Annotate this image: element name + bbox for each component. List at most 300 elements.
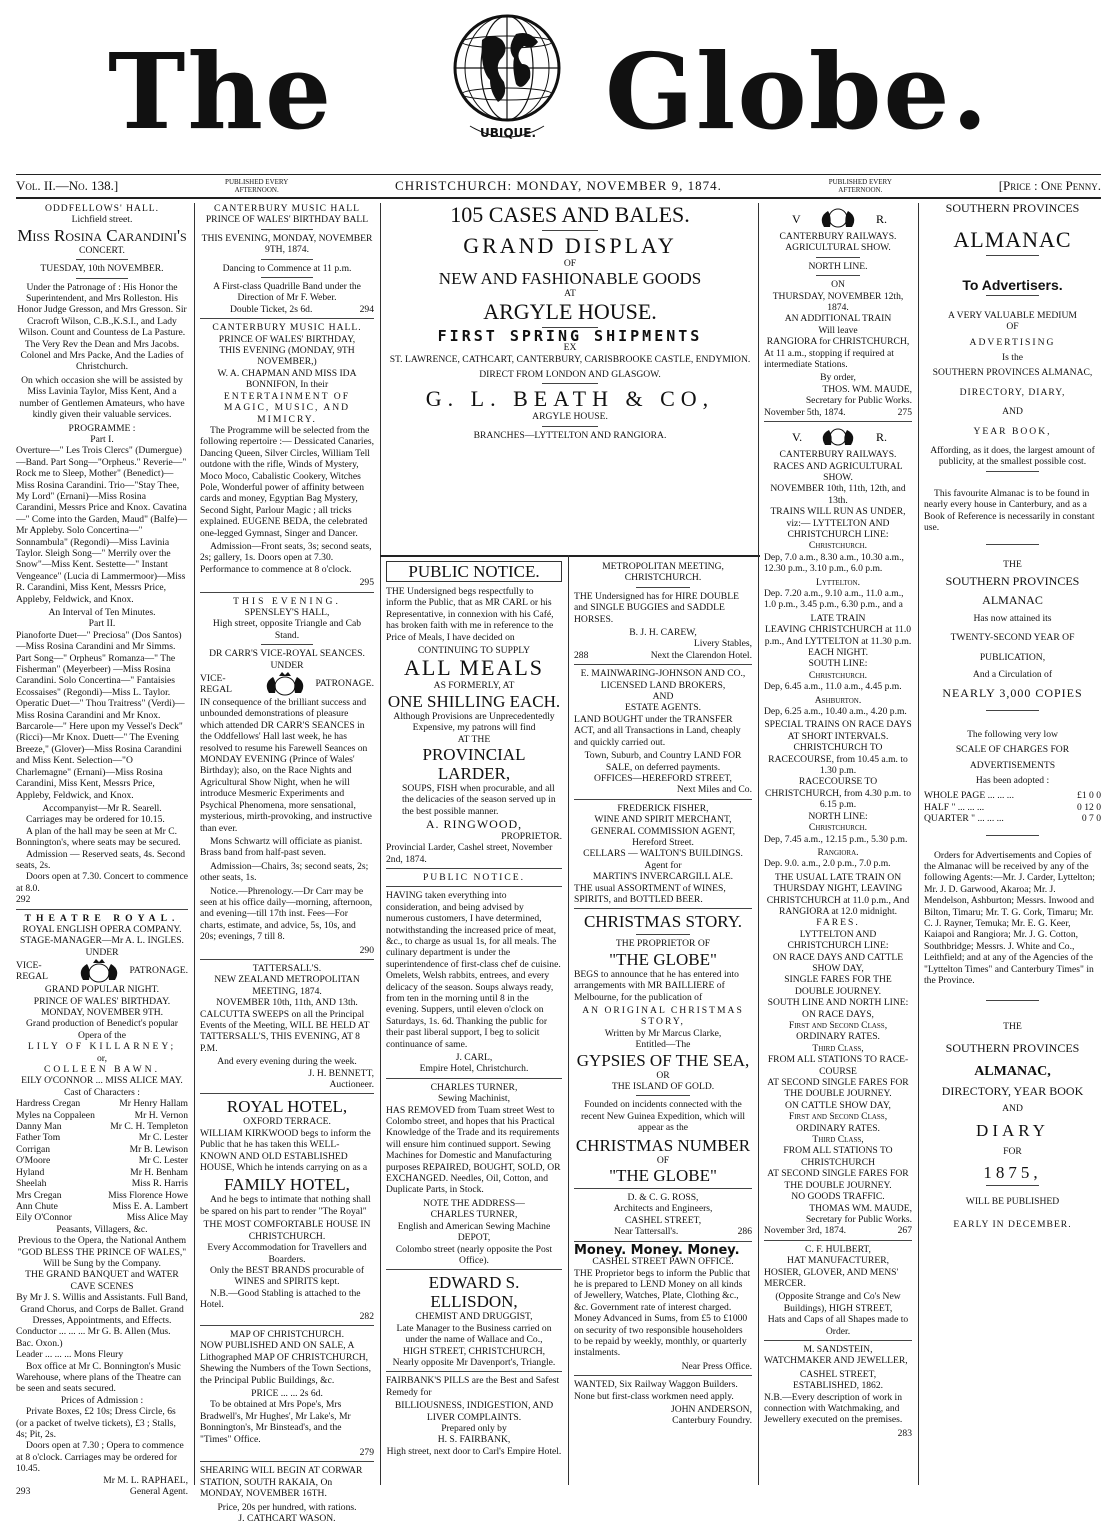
proprietor-label: PROPRIETOR.: [501, 830, 562, 842]
carew-name: B. J. H. CAREW,: [629, 627, 697, 639]
maude-title: Secretary for Public Works.: [805, 395, 912, 407]
notice-date-2: November 3rd, 1874.: [764, 1225, 847, 1237]
station-label: Ashburton.: [814, 694, 862, 706]
kirkwood-body: WILLIAM KIRKWOOD begs to inform the Public that he has taken this WELL-KNOWN AND OLD ESTABLISHED HOUSE, Which he intends carrying on as a: [200, 1127, 371, 1174]
each-night: EACH NIGHT.: [807, 647, 869, 658]
watchmaker: WATCHMAKER AND JEWELLER,: [764, 1355, 908, 1367]
or-label: or,: [96, 1052, 107, 1064]
station-label: Lyttelton.: [815, 576, 861, 588]
from-stations: FROM ALL STATIONS TO RACE-COURSE: [767, 1054, 909, 1077]
svg-text:V.: V.: [792, 430, 803, 445]
wason-name: J. CATHCART WASON.: [238, 1513, 336, 1524]
second-fares: AT SECOND SINGLE FARES FOR THE DOUBLE JOURNEY.: [767, 1077, 909, 1100]
new-goods: NEW AND FASHIONABLE GOODS: [438, 269, 702, 289]
circulation-line: And a Circulation of: [972, 668, 1053, 680]
spa-title-2: SOUTHERN PROVINCES: [945, 573, 1080, 588]
ad-number: 288: [574, 649, 589, 661]
charge-row: [924, 790, 1101, 801]
music-hall-heading-2: CANTERBURY MUSIC HALL.: [212, 322, 362, 334]
royal-crest-icon: [788, 205, 888, 229]
column-2: [200, 203, 374, 1524]
public-notice-2: PUBLIC NOTICE.: [422, 871, 526, 883]
carr-body: IN consequence of the brilliant success and unbounded demonstrations of pleasure which attended DR CARR'S SEANCES in the Oddfellows' Hall last week, he has resolved to resume his Farewell Seances on MONDAY EVENING (Prince of Wales' Birthday); also, on the Race Nights and Agricultural Show Night, when he will introduce Mesmeric Experiments and Psychical Phenomena, more sensational, mysterious, mirth-provoking, and instructive than ever.: [200, 697, 372, 834]
christmas-story: CHRISTMAS STORY.: [583, 912, 743, 932]
on-label: ON: [831, 279, 845, 291]
one-shilling: ONE SHILLING EACH.: [387, 691, 561, 711]
cattle-show-day: ON CATTLE SHOW DAY,: [785, 1099, 891, 1111]
will-leave: Will leave: [818, 324, 858, 336]
trains-line: TRAINS WILL RUN AS UNDER, viz:— LYTTELTON AND CHRISTCHURCH LINE:: [770, 506, 906, 540]
carew-body: THE Undersigned has for HIRE DOUBLE and SINGLE BUGGIES and SADDLE HORSES.: [574, 590, 739, 625]
royal-hotel-title: ROYAL HOTEL,: [226, 1097, 348, 1117]
royal-crest-icon: [788, 425, 888, 447]
cast-actor: Mr Henry Hallam: [119, 1098, 188, 1110]
nearly-copies: NEARLY 3,000 COPIES: [942, 686, 1083, 701]
south-line: SOUTH LINE:: [808, 658, 868, 670]
station-label: Christchurch.: [808, 540, 868, 552]
established: ESTABLISHED, 1862.: [792, 1380, 884, 1392]
cast-role: Sheelah: [16, 1178, 47, 1190]
fares-heading: FARES.: [816, 917, 860, 929]
entertainment-admission: Admission—Front seats, 3s; second seats, 2s; gallery, 1s. Doors open at 7.30. Performance to commence at 8 o'clock.: [200, 540, 372, 575]
leaving-line: LEAVING CHRISTCHURCH at 11.0 p.m., And LYTTELTON at 11.30 p.m.: [764, 624, 912, 647]
cast-actor: Miss Alice May: [126, 1212, 188, 1224]
public-notice-heading: PUBLIC NOTICE.: [386, 561, 562, 582]
cases-heading: 105 CASES AND BALES.: [450, 202, 690, 227]
venue-heading: ODDFELLOWS' HALL.: [44, 203, 160, 214]
directory-year-book: DIRECTORY, YEAR BOOK: [941, 1083, 1084, 1098]
cast-role: Hyland: [16, 1166, 45, 1178]
public-notice-body: THE Undersigned begs respectfully to inform the Public, that as MR CARL or his Representative, in connexion with his Café, has broken faith with me in reference to the Price of Meals, I have decided on: [386, 586, 554, 643]
vice-regal-label: VICE-REGAL: [200, 672, 232, 696]
spensley-address: High street, opposite Triangle and Cab Stand.: [212, 618, 362, 641]
turner-name: CHARLES TURNER,: [430, 1081, 518, 1093]
argyle-house-ad: [386, 203, 754, 553]
carr-seances: DR CARR'S VICE-ROYAL SEANCES.: [209, 648, 365, 660]
cast-role: Myles na Coppaleen: [16, 1109, 95, 1121]
although-line: Although Provisions are Unprecedentedly Expensive, my patrons will find: [393, 710, 555, 734]
cast-role: Father Tom: [16, 1132, 61, 1144]
at-the-line: AT THE: [457, 733, 491, 745]
ringwood-name: A. RINGWOOD,: [425, 817, 523, 832]
music-hall-heading: CANTERBURY MUSIC HALL: [214, 203, 360, 214]
theatre-heading: THEATRE ROYAL.: [24, 912, 180, 924]
dateline: [16, 174, 1101, 199]
note-address: NOTE THE ADDRESS—: [423, 1197, 525, 1209]
direct-from: DIRECT FROM LONDON AND GLASGOW.: [479, 369, 661, 381]
bilious-line: BILLIOUSNESS, INDIGESTION, AND LIVER COMPLAINTS.: [394, 1400, 554, 1423]
page-columns: [16, 201, 1101, 1524]
charges-table: [924, 790, 1101, 824]
opera-title: LILY OF KILLARNEY;: [27, 1041, 177, 1053]
brands: Only the BEST BRANDS procurable of WINES and SPIRITS kept.: [209, 1264, 365, 1288]
shearing-price: Price, 20s per hundred, with rations.: [217, 1501, 357, 1513]
cast-role: Ann Chute: [16, 1200, 58, 1212]
cast-row: [16, 1110, 188, 1121]
affording-line: Affording, as it does, the largest amount of publicity, at the smallest possible cost.: [930, 445, 1095, 468]
map-price: PRICE ... ... 2s 6d.: [251, 1387, 323, 1399]
ross-name: D. & C. G. ROSS,: [627, 1192, 699, 1204]
part2-heading: Part II.: [88, 618, 116, 630]
family-hotel-title: FAMILY HOTEL,: [224, 1175, 350, 1195]
ad-number: 295: [359, 577, 374, 589]
concert-subtitle: CONCERT.: [79, 244, 125, 256]
cast-role: Eily O'Connor: [16, 1212, 72, 1224]
column-1: [16, 203, 188, 1498]
auctioneer-name: J. H. BENNETT,: [308, 1067, 374, 1079]
ad-number: 279: [359, 1447, 374, 1458]
plan-note: A plan of the hall may be seen at Mr C. Bonnington's, where seats may be secured.: [16, 825, 181, 849]
ellisdon-name: EDWARD S. ELLISDON,: [428, 1273, 520, 1312]
ale-line: MARTIN'S INVERCARGILL ALE.: [592, 871, 734, 883]
stage-manager: STAGE-MANAGER—Mr A. L. INGLES.: [20, 935, 184, 947]
concert-title: Miss Rosina Carandini's: [17, 225, 187, 245]
departures-3: Dep, 6.45 a.m., 11.0 a.m., 4.45 p.m.: [764, 681, 902, 693]
special-trains: SPECIAL TRAINS ON RACE DAYS AT SHORT INTERVALS.: [764, 719, 912, 742]
charge-price: 0 7 0: [1081, 813, 1101, 825]
auctioneer-title: Auctioneer.: [329, 1079, 374, 1091]
entertainment-body: The Programme will be selected from the following repertoire :— Dessicated Canaries, Dancing Queen, Silver Circles, William Tell outdone with the rifle, Winds of Mystery, Moco Moco, Cabalistic Cookery, Witches Pole, Wonderful power of affinity between cards and money, Egyptian Bag Mystery, Second Sight, Parlour Magic ; all tricks explained. EUGENE BEDA, the celebrated one-legged Gymnast, Singer and Dancer.: [200, 424, 374, 539]
ship-names: ST. LAWRENCE, CATHCART, CANTERBURY, CARISBROOKE CASTLE, ENDYMION.: [389, 353, 751, 365]
ad-number: 290: [359, 944, 374, 956]
beath-name: G. L. BEATH & CO,: [425, 386, 715, 412]
concert-date: TUESDAY, 10th NOVEMBER.: [40, 263, 164, 275]
ad-number: 267: [897, 1225, 912, 1237]
vice-regal-row: [200, 671, 374, 697]
royal-crest-icon: [69, 958, 129, 984]
advertisements-line: ADVERTISEMENTS: [969, 759, 1056, 771]
to-advertisers: To Advertisers.: [962, 277, 1063, 294]
late-train: LATE TRAIN: [810, 612, 866, 624]
larder-title: PROVINCIAL LARDER,: [422, 745, 526, 784]
agricultural-show: AGRICULTURAL SHOW.: [785, 242, 891, 254]
fairbank-address: High street, next door to Carl's Empire Hotel.: [386, 1445, 562, 1457]
high-street: HIGH STREET, CHRISTCHURCH,: [402, 1345, 546, 1357]
cashel-street: CASHEL STREET,: [799, 1368, 877, 1380]
pianist-note: Mons Schwartz will officiate as pianist. Brass band from half-past seven.: [200, 835, 363, 859]
thursday-date: THURSDAY, NOVEMBER 12th, 1874.: [772, 290, 904, 314]
cast-role: Danny Man: [16, 1121, 62, 1133]
all-meals: ALL MEALS: [403, 655, 544, 681]
tattersall-heading: TATTERSALL'S.: [252, 962, 322, 974]
single-fares: SINGLE FARES FOR THE DOUBLE JOURNEY.: [784, 974, 892, 997]
diary-heading: DIARY: [976, 1120, 1049, 1140]
cast-list: [16, 1098, 188, 1223]
of-label: OF: [563, 258, 577, 269]
railways-heading-2: CANTERBURY RAILWAYS.: [779, 449, 897, 461]
sewing-depot: English and American Sewing Machine DEPOT,: [397, 1220, 551, 1244]
cellars-line: CELLARS — WALTON'S BUILDINGS.: [583, 848, 743, 860]
vice-regal-label: VICE-REGAL: [16, 959, 48, 983]
vice-regal-row: [16, 958, 188, 984]
interval-note: An Interval of Ten Minutes.: [48, 607, 156, 618]
offices-next: Next Miles and Co.: [676, 784, 752, 796]
opposite-line: (Opposite Strange and Co's New Buildings), HIGH STREET,: [775, 1291, 901, 1314]
nearly-opposite: Nearly opposite Mr Davenport's, Triangle.: [392, 1356, 556, 1368]
racecourse-to-chch: RACECOURSE TO CHRISTCHURCH, from 4.30 p.m. to 6.15 p.m.: [764, 776, 912, 811]
conductor-line: Conductor ... ... ... Mr G. B. Allen (Mus. Bac. Oxon.): [16, 1326, 171, 1349]
third-class-2: Third Class,: [812, 1134, 864, 1146]
favourite-line: This favourite Almanac is to be found in nearly every house in Canterbury, and as a Book of Reference is necessarily in constant use.: [924, 487, 1095, 534]
leader-line: Leader ... ... ... Mons Fleury: [16, 1349, 124, 1361]
ross-trade: Architects and Engineers,: [613, 1203, 713, 1215]
birthday-ball: PRINCE OF WALES' BIRTHDAY BALL: [205, 214, 369, 226]
founded-line: Founded on incidents connected with the recent New Guinea Expedition, which will appear as the: [580, 1099, 746, 1134]
charge-size: HALF " ... ... ...: [924, 801, 985, 813]
cast-row: [16, 1178, 188, 1189]
of-label: OF: [1006, 321, 1019, 333]
sandstein-name: M. SANDSTEIN,: [803, 1343, 873, 1355]
early-december: EARLY IN DECEMBER.: [953, 1219, 1072, 1231]
town-land: Town, Suburb, and Country LAND FOR SALE, on deferred payments.: [584, 750, 742, 773]
opera-subtitle: COLLEEN BAWN.: [43, 1064, 161, 1076]
svg-text:R.: R.: [876, 212, 888, 226]
spensley-hall: SPENSLEY'S HALL,: [244, 607, 330, 618]
map-obtain: To be obtained at Mrs Pope's, Mrs Bradwell's, Mr Hughes', Mr Lake's, Mr Bonnington's, Mr Binstead's, and the "Times" Office.: [200, 1399, 351, 1445]
colombo-address: Colombo street (nearly opposite the Post Office).: [395, 1243, 553, 1266]
races-show: RACES AND AGRICULTURAL SHOW.: [773, 460, 903, 483]
map-heading: MAP OF CHRISTCHURCH.: [230, 1328, 344, 1340]
nz-meeting: NEW ZEALAND METROPOLITAN MEETING, 1874.: [214, 974, 360, 997]
venue-street: Lichfield street.: [71, 214, 133, 226]
wanted-line: WANTED, Six Railway Waggon Builders. None but first-class workmen need apply.: [574, 1379, 738, 1402]
spa-title-3: SOUTHERN PROVINCES: [945, 1040, 1080, 1055]
publication-note-left: PUBLISHED EVERY AFTERNOON.: [225, 178, 289, 194]
scenes-line: By Mr J. S. Willis and Assistants. Full Band, Grand Chorus, and Corps de Ballet. Grand Dresses, Appointments, and Effects.: [16, 1292, 188, 1326]
of-label: OF: [656, 1154, 670, 1166]
phrenology-note: Notice.—Phrenology.—Dr Carr may be seen at his office daily—morning, afternoon, and evening—till 17th inst. Fees—For charts, estimate, and advice, 5s, 10s, and 20s; evenings, 7 till 8.: [200, 885, 373, 943]
cast-row: [16, 1167, 188, 1178]
ad-number: 286: [737, 1226, 752, 1238]
pawn-body: THE Proprietor begs to inform the Public that he is prepared to LEND Money on all kinds of Jewellery, Watches, Plate, Clothing &c., &c. Government rate of interest charged. Money Advanced in Sums, from £5 to £1000 on security of two responsible householders to be repaid by weekly, monthly, or quarterly instalments.: [574, 1267, 751, 1359]
city-date: CHRISTCHURCH: MONDAY, NOVEMBER 9, 1874.: [395, 178, 722, 193]
departures-6: Dep. 9.0. a.m., 2.0 p.m., 7.0 p.m.: [764, 858, 891, 870]
part1-heading: Part I.: [90, 433, 114, 445]
shearing-notice: SHEARING WILL BEGIN AT CORWAR STATION, SOUTH RAKAIA, On MONDAY, NOVEMBER 16TH.: [200, 1465, 363, 1500]
no-goods: NO GOODS TRAFFIC.: [791, 1191, 885, 1203]
publication-line: PUBLICATION,: [979, 651, 1046, 663]
monday-line: MONDAY, NOVEMBER 9TH.: [40, 1007, 164, 1018]
charge-size: WHOLE PAGE ... ... ...: [924, 790, 1014, 802]
almanac-2: ALMANAC: [982, 593, 1043, 608]
assisted-by: On which occasion she will be assisted by Miss Lavinia Taylor, Miss Kent, And a number of Gentlemen Amateurs, who have kindly given their valuable services.: [19, 374, 185, 421]
cast-row: [16, 1212, 188, 1223]
company-name: ROYAL ENGLISH OPERA COMPANY.: [22, 923, 182, 935]
agent-name: Mr M. L. RAPHAEL,: [103, 1474, 188, 1486]
and-label: AND: [652, 691, 674, 703]
christmas-number: CHRISTMAS NUMBER: [575, 1135, 751, 1155]
column-5: [764, 203, 912, 1485]
at-label: AT: [564, 288, 576, 300]
agent-title: General Agent.: [129, 1486, 188, 1498]
second-fares-2: AT SECOND SINGLE FARES FOR THE DOUBLE JOURNEY.: [767, 1168, 909, 1191]
every-evening: And every evening during the week.: [217, 1056, 357, 1068]
the-label: THE: [1003, 558, 1022, 570]
and-label: AND: [1002, 406, 1023, 418]
twenty-second: TWENTY-SECOND YEAR OF: [950, 632, 1075, 644]
charge-size: QUARTER " ... ... ...: [924, 813, 1004, 825]
eily-line: EILY O'CONNOR ... MISS ALICE MAY.: [21, 1075, 183, 1087]
anthem-line: Previous to the Opera, the National Anthem "GOD BLESS THE PRINCE OF WALES,": [17, 1235, 187, 1258]
clarendon-line: Next the Clarendon Hotel.: [650, 649, 752, 661]
public-notice-2-body: HAVING taken everything into consideration, and being advised by numerous customers, I have determined, notwithstanding the increased price of meat, &c., to charge as usual 1s, for all meals. The culinary department is under the superintendence of first-class chef de cuisine. Omelets, Welsh rabbits, entrees, and every delicacy of the season. Soups always ready, from ten in the morning until 8 in the evening. Suppers, until eleven o'clock on Saturdays, 1s. 6d. Thanking the public for their past liberal support, I beg to solicit continuance of same.: [386, 890, 561, 1050]
cast-actor: Mr C. H. Templeton: [110, 1121, 188, 1133]
prices-heading: Prices of Admission :: [60, 1394, 144, 1406]
adopted-line: Has been adopted :: [975, 774, 1050, 786]
notice-date: November 5th, 1874.: [764, 406, 846, 418]
accommodation: Every Accommodation for Travellers and Boarders.: [207, 1242, 367, 1265]
ad-number: 282: [359, 1310, 374, 1322]
cast-row: [16, 1155, 188, 1166]
opera-doors: Doors open at 7.30 ; Opera to commence at 8 o'clock. Carriages may be ordered for 10.45.: [16, 1440, 184, 1475]
hat-maker: HAT MANUFACTURER,: [787, 1255, 889, 1267]
column-4: [574, 561, 752, 1485]
money-heading: Money. Money. Money.: [574, 1242, 740, 1258]
chch-to-racecourse: CHRISTCHURCH TO RACECOURSE, from 10.45 a.m. to 1.30 p.m.: [768, 742, 908, 777]
the-label-2: THE: [1003, 1021, 1022, 1033]
ad-number: 294: [359, 303, 374, 315]
patronage-label: PATRONAGE.: [129, 965, 188, 977]
ball-date: THIS EVENING, MONDAY, NOVEMBER 9TH, 1874.: [201, 232, 373, 256]
turner-body: HAS REMOVED from Tuam street West to Colombo street, and hopes that his Practical Knowledge of the Trade and its requirements will ensure him continued support. Sewing Machines for Domestic and Manufacturing purposes REPAIRED, BOUGHT, SOLD, OR EXCHANGED. Needles, Oil, Cotton, and Duplicate Parts, in Stock.: [386, 1104, 561, 1196]
stabling: N.B.—Good Stabling is attached to the Hotel.: [200, 1287, 361, 1311]
late-manager: Late Manager to the Business carried on under the name of Wallace and Co.,: [396, 1322, 552, 1346]
station-label: Rangiora.: [817, 846, 859, 858]
dancing-time: Dancing to Commence at 11 p.m.: [222, 262, 352, 274]
cast-row: [16, 1098, 188, 1109]
under-label: UNDER: [85, 946, 119, 958]
branches: BRANCHES—LYTTELTON AND RANGIORA.: [473, 429, 667, 441]
maude-name-2: THOMAS WM. MAUDE,: [809, 1202, 912, 1214]
additional-train: AN ADDITIONAL TRAIN: [784, 313, 892, 325]
offices-line: OFFICES—HEREFORD STREET,: [594, 772, 732, 784]
ad-number: 275: [897, 406, 912, 418]
cast-heading: Cast of Characters :: [64, 1086, 140, 1098]
attained-line: Has now attained its: [973, 612, 1052, 624]
first-class: First and Second Class,: [788, 1020, 888, 1031]
cast-actor: Mr C. Lester: [138, 1132, 188, 1144]
masthead: [0, 0, 1114, 170]
svg-text:R.: R.: [876, 430, 888, 445]
ticket-price: Double Ticket, 2s 6d.: [230, 303, 313, 315]
scale-line: SCALE OF CHARGES FOR: [955, 744, 1070, 756]
entitled-line: Entitled—The: [635, 1039, 691, 1051]
metro-meeting: METROPOLITAN MEETING, CHRISTCHURCH.: [602, 561, 724, 584]
charge-price: £1 0 0: [1077, 790, 1101, 802]
year-1875: 1875,: [983, 1162, 1042, 1182]
hulbert-name: C. F. HULBERT,: [805, 1243, 871, 1255]
ordinary-rates: ORDINARY RATES.: [796, 1031, 880, 1043]
nb-note: N.B.—Every description of work in connection with Watchmaking, and Jewellery executed on the premises.: [764, 1391, 903, 1426]
charge-row: [924, 802, 1101, 813]
band-note: A First-class Quadrille Band under the Direction of Mr F. Weber.: [213, 281, 361, 304]
soups-line: SOUPS, FISH when procurable, and all the delicacies of the season served up in the best possible manner.: [402, 783, 556, 817]
is-the: Is the: [1001, 352, 1024, 364]
will-be-published: WILL BE PUBLISHED: [965, 1195, 1060, 1207]
anderson-name: JOHN ANDERSON,: [670, 1403, 752, 1415]
cashel-street: CASHEL STREET,: [624, 1214, 702, 1226]
valuable-medium: A VERY VALUABLE MEDIUM: [948, 309, 1077, 321]
motto: UBIQUE.: [479, 126, 537, 140]
cast-role: Corrigan: [16, 1143, 51, 1155]
pills-line: FAIRBANK'S PILLS are the Best and Safest Remedy for: [386, 1375, 560, 1398]
rangiora-line: RANGIORA for CHRISTCHURCH,: [766, 336, 910, 348]
carl-hotel: Empire Hotel, Christchurch.: [419, 1063, 529, 1075]
stopping-note: At 11 a.m., stopping if required at intermediate Stations.: [764, 347, 894, 371]
beath-address: ARGYLE HOUSE.: [532, 411, 608, 423]
advertising: ADVERTISING: [969, 336, 1056, 348]
accompanist: Accompanyist—Mr R. Searell.: [42, 802, 162, 814]
column-3: [386, 561, 562, 1485]
private-boxes: Private Boxes, £2 10s; Dress Circle, 6s (or a packet of twelve tickets), £3 ; Stalls, 4s; Pit, 2s.: [16, 1406, 176, 1441]
begs-line: BEGS to announce that he has entered into arrangements with MR BAILLIERE of Melbourne, for the publication of: [574, 968, 739, 1003]
ad-number: 283: [897, 1427, 912, 1439]
almanac-3: ALMANAC,: [974, 1064, 1051, 1080]
masthead-right-word: Globe.: [605, 30, 990, 153]
turner-trade: Sewing Machinist,: [438, 1093, 510, 1105]
lyttelton-line: LYTTELTON AND CHRISTCHURCH LINE:: [787, 928, 889, 952]
cast-actor: Mr C. Lester: [138, 1155, 188, 1167]
ex-label: EX: [563, 342, 577, 354]
from-stations-2: FROM ALL STATIONS TO CHRISTCHURCH: [783, 1145, 893, 1168]
this-evening-heading: THIS EVENING.: [233, 595, 341, 607]
argyle-title: ARGYLE HOUSE.: [483, 298, 657, 324]
meeting-dates: NOVEMBER 10th, 11th, AND 13th.: [216, 997, 358, 1009]
railways-heading: CANTERBURY RAILWAYS.: [779, 231, 897, 242]
foundry-name: Canterbury Foundry.: [672, 1415, 752, 1427]
map-body: NOW PUBLISHED AND ON SALE, A Lithographed MAP OF CHRISTCHURCH, Shewing the Numbers of the Town Sections, the Principal Public Buildings, &c.: [200, 1340, 372, 1386]
cast-row: [16, 1201, 188, 1212]
column-6: [924, 203, 1101, 1485]
maude-name: THOS. WM. MAUDE,: [822, 383, 912, 395]
cast-role: Mrs Cregan: [16, 1189, 62, 1201]
sweeps-note: CALCUTTA SWEEPS on all the Principal Events of the Meeting, WILL BE HELD AT TATTERSALL'S, THIS EVENING, AT 8 P.M.: [200, 1008, 370, 1054]
departures-5: Dep, 7.45 a.m., 12.15 p.m., 5.30 p.m.: [764, 833, 908, 845]
family-hotel-body: And he begs to intimate that nothing shall be spared on his part to render "The Royal": [200, 1194, 371, 1217]
chemist-trade: CHEMIST AND DRUGGIST,: [415, 1311, 533, 1323]
departures-4: Dep, 6.25 a.m., 10.40 a.m., 4.20 p.m.: [764, 706, 907, 718]
for-label: FOR: [1003, 1145, 1022, 1157]
the-globe-title-2: "THE GLOBE": [609, 1166, 717, 1186]
cast-actor: Mr H. Benham: [130, 1166, 188, 1178]
proprietor-of: THE PROPRIETOR OF: [615, 938, 711, 950]
ad-number: 293: [16, 1486, 31, 1498]
cast-actor: Miss R. Harris: [131, 1178, 188, 1190]
island-title: THE ISLAND OF GOLD.: [611, 1081, 715, 1093]
near-line: Near Tattersall's.: [614, 1226, 679, 1238]
assortment-line: THE usual ASSORTMENT of WINES, SPIRITS, and BOTTLED BEER.: [574, 882, 726, 905]
hereford-street: Hereford Street.: [632, 836, 694, 848]
station-label: Christchurch.: [808, 669, 868, 681]
wine-merchant: WINE AND SPIRIT MERCHANT,: [594, 814, 732, 826]
turner-name-2: CHARLES TURNER,: [430, 1209, 518, 1221]
carr-admission: Admission—Chairs, 3s; second seats, 2s; other seats, 1s.: [200, 860, 369, 884]
patronage-label: PATRONAGE.: [315, 678, 374, 690]
cast-row: [16, 1132, 188, 1143]
publication-note-right: PUBLISHED EVERY AFTERNOON.: [828, 178, 892, 194]
usual-late-train: THE USUAL LATE TRAIN ON THURSDAY NIGHT, LEAVING CHRISTCHURCH at 11.0 p.m., And RANGIORA at 12.0 midnight.: [766, 871, 910, 917]
admission-note: Admission — Reserved seats, 4s. Second seats, 2s.: [16, 848, 186, 871]
cast-role: Hardress Cregan: [16, 1098, 81, 1110]
third-class: Third Class,: [812, 1042, 864, 1054]
doors-note: Doors open at 7.30. Concert to commence at 8.0.: [16, 871, 188, 894]
evening-line: THIS EVENING (MONDAY, 9TH NOVEMBER,): [219, 345, 355, 368]
by-order: By order,: [820, 372, 856, 384]
cast-role: O'Moore: [16, 1155, 51, 1167]
cast-actor: Mr H. Vernon: [134, 1109, 188, 1121]
land-brokers: LICENSED LAND BROKERS,: [600, 679, 726, 691]
birthday-line: PRINCE OF WALES' BIRTHDAY,: [218, 333, 356, 345]
